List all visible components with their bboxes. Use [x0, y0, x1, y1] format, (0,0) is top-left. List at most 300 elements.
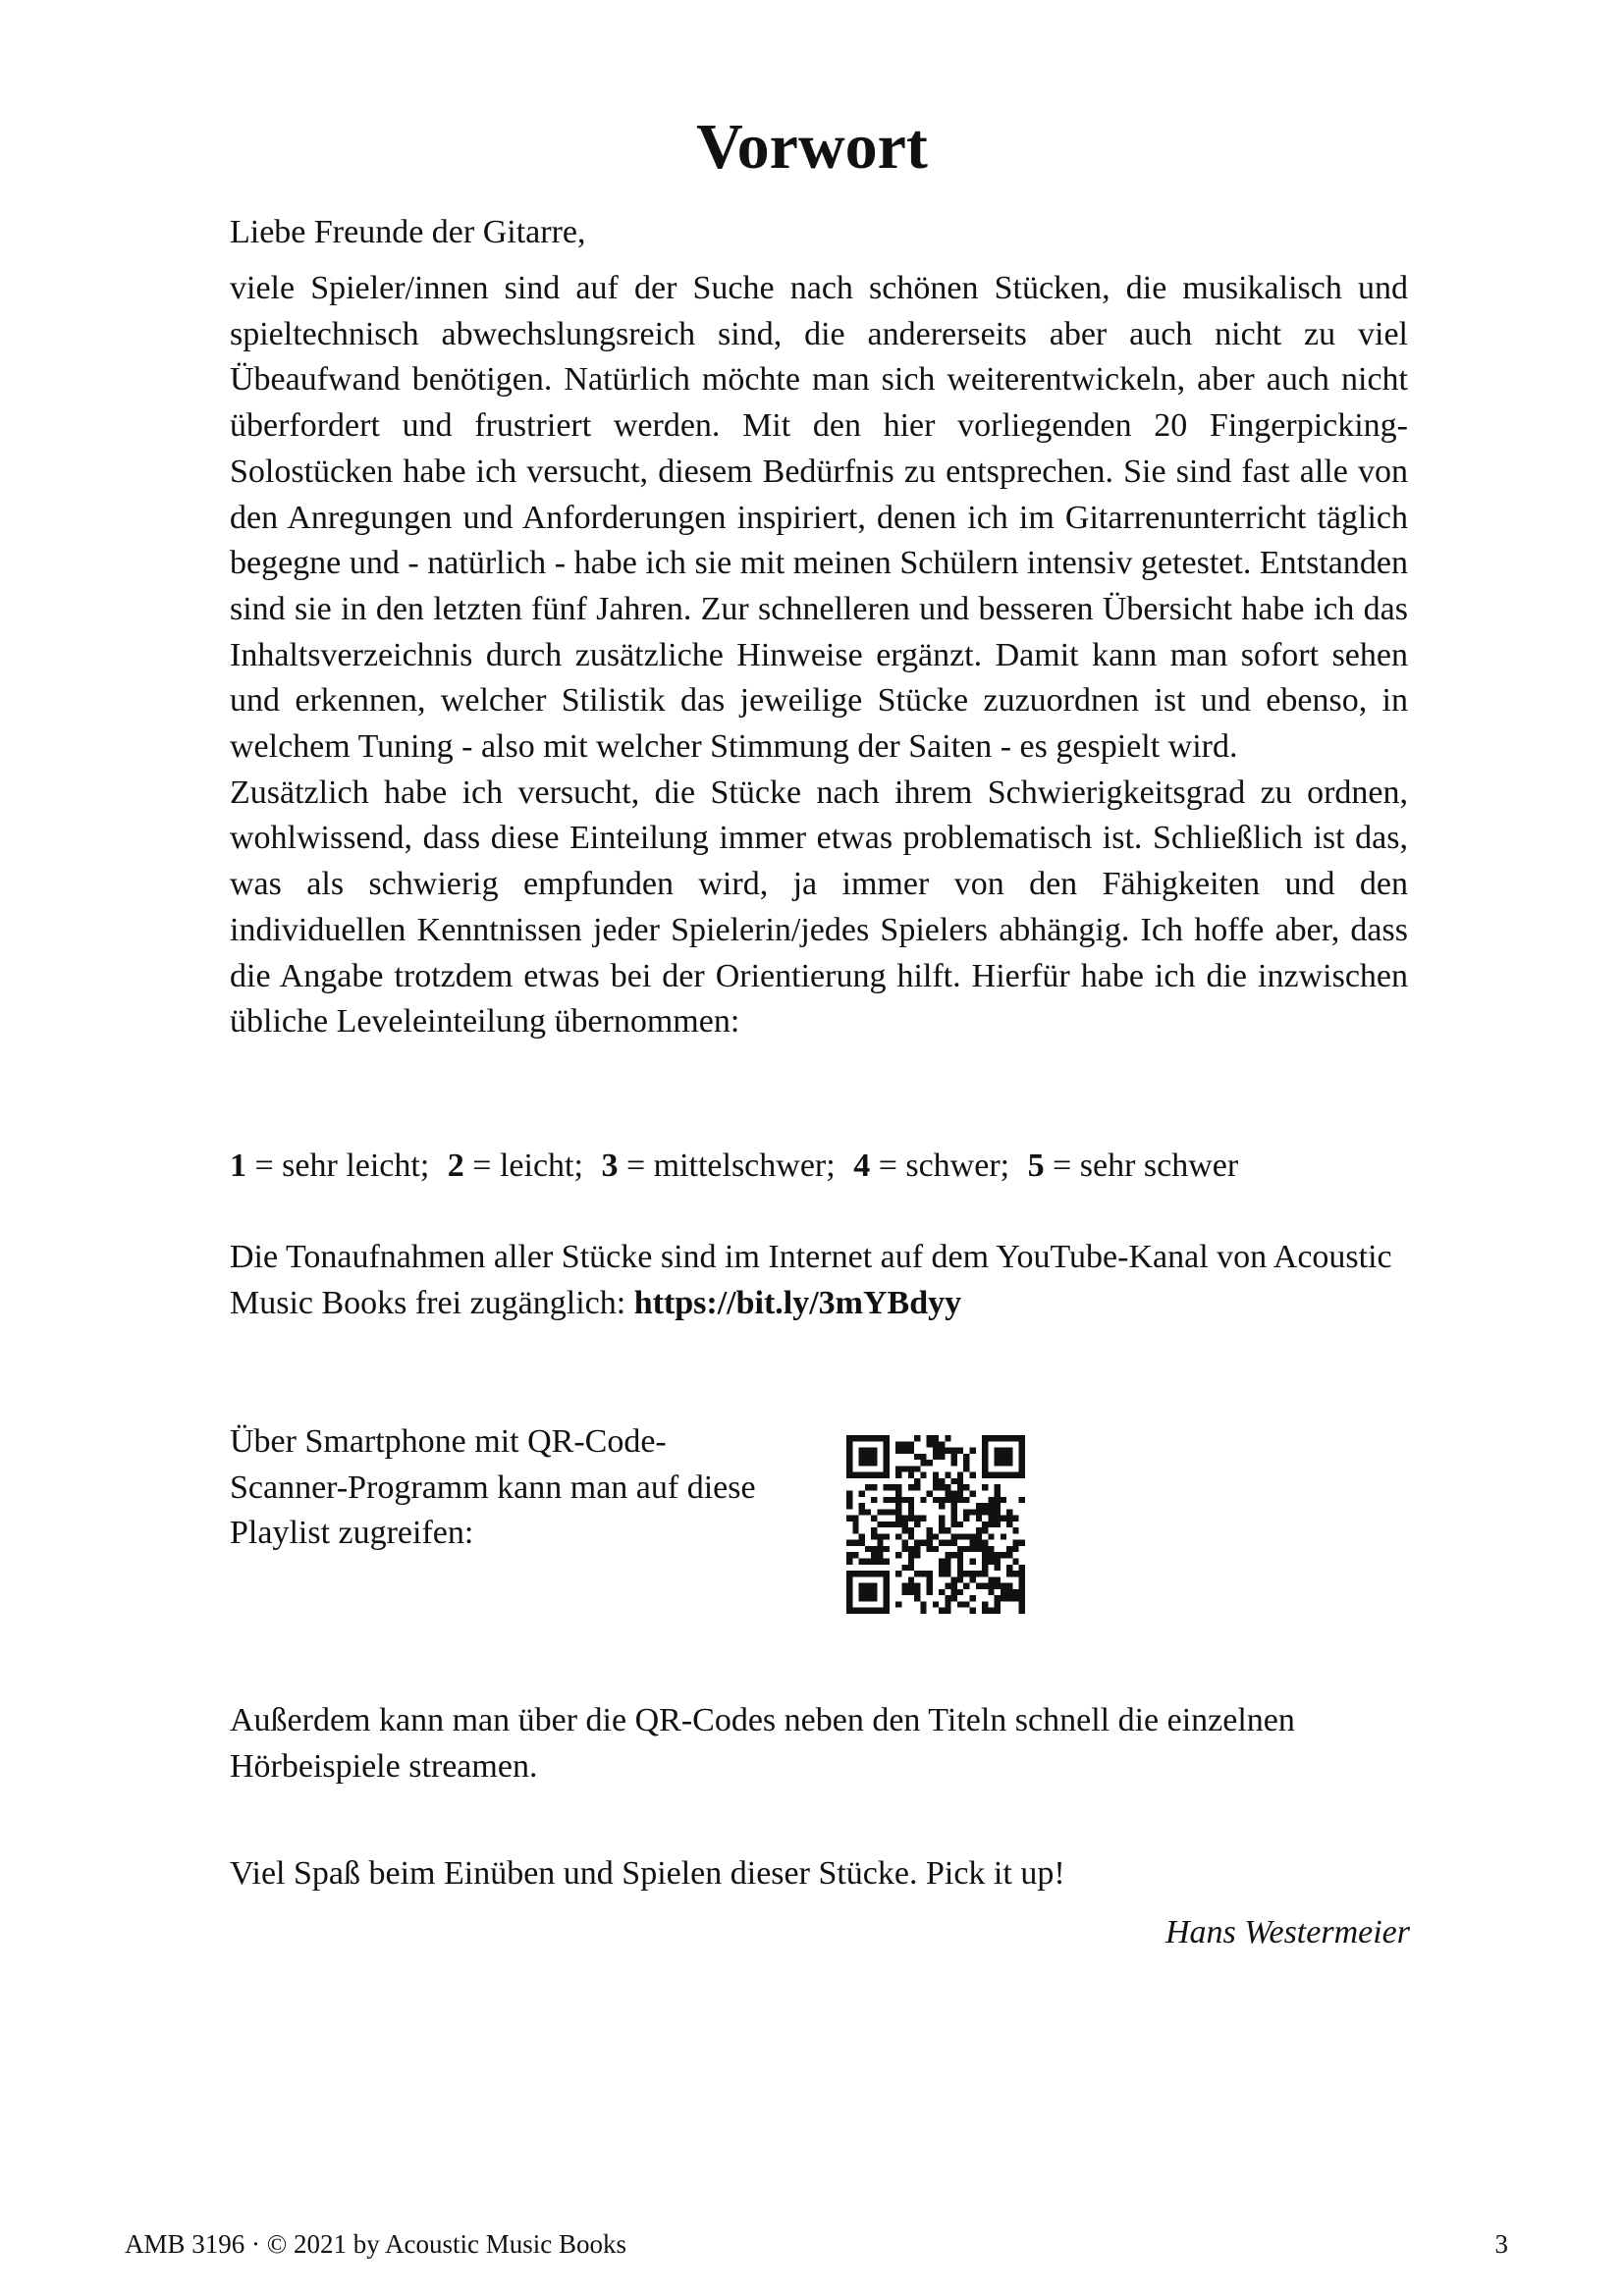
level-number: 1 — [230, 1148, 246, 1184]
qr-module — [939, 1484, 945, 1490]
qr-module — [914, 1484, 920, 1490]
qr-module — [884, 1448, 890, 1454]
qr-module — [865, 1608, 871, 1614]
qr-module — [877, 1546, 883, 1552]
qr-module — [908, 1559, 914, 1565]
qr-module — [995, 1509, 1001, 1515]
qr-module — [995, 1559, 1001, 1565]
qr-module — [884, 1460, 890, 1466]
qr-module — [908, 1472, 914, 1478]
qr-module — [846, 1552, 852, 1558]
qr-module — [988, 1472, 994, 1478]
qr-module — [951, 1540, 957, 1546]
qr-module — [852, 1435, 858, 1441]
qr-module — [865, 1435, 871, 1441]
qr-module — [865, 1454, 871, 1460]
qr-module — [871, 1516, 877, 1522]
qr-module — [957, 1522, 963, 1527]
qr-module — [914, 1522, 920, 1527]
qr-module — [1019, 1540, 1025, 1546]
qr-module — [884, 1435, 890, 1441]
qr-module — [957, 1497, 963, 1503]
qr-module — [1001, 1454, 1006, 1460]
qr-module — [914, 1466, 920, 1471]
qr-module — [957, 1559, 963, 1565]
qr-module — [939, 1503, 945, 1509]
qr-module — [982, 1509, 988, 1515]
qr-module — [982, 1484, 988, 1490]
qr-module — [933, 1448, 939, 1454]
qr-module — [951, 1516, 957, 1522]
qr-module — [976, 1571, 982, 1576]
qr-module — [908, 1484, 914, 1490]
qr-module — [963, 1533, 969, 1539]
qr-module — [884, 1589, 890, 1595]
qr-module — [865, 1589, 871, 1595]
qr-module — [951, 1497, 957, 1503]
qr-module — [988, 1516, 994, 1522]
qr-module — [1019, 1571, 1025, 1576]
level-number: 4 — [853, 1148, 871, 1184]
qr-module — [957, 1589, 963, 1595]
qr-module — [1019, 1435, 1025, 1441]
qr-module — [908, 1576, 914, 1582]
qr-module — [995, 1522, 1001, 1527]
qr-module — [859, 1540, 865, 1546]
qr-module — [1006, 1516, 1012, 1522]
qr-module — [939, 1497, 945, 1503]
qr-module — [877, 1472, 883, 1478]
qr-module — [939, 1441, 945, 1447]
qr-module — [884, 1454, 890, 1460]
qr-module — [871, 1589, 877, 1595]
level-item — [1028, 1148, 1239, 1184]
qr-module — [982, 1565, 988, 1571]
qr-module — [895, 1441, 901, 1447]
qr-module — [865, 1484, 871, 1490]
qr-module — [939, 1608, 945, 1614]
qr-module — [890, 1484, 895, 1490]
qr-module — [865, 1448, 871, 1454]
qr-module — [908, 1565, 914, 1571]
qr-module — [877, 1552, 883, 1558]
qr-module — [871, 1571, 877, 1576]
qr-module — [988, 1576, 994, 1582]
qr-module — [846, 1583, 852, 1589]
qr-module — [895, 1516, 901, 1522]
qr-module — [951, 1490, 957, 1496]
qr-module — [884, 1497, 890, 1503]
qr-module — [976, 1583, 982, 1589]
qr-module — [995, 1460, 1001, 1466]
qr-module — [1006, 1552, 1012, 1558]
qr-module — [1006, 1583, 1012, 1589]
qr-module — [914, 1595, 920, 1601]
qr-module — [963, 1509, 969, 1515]
qr-module — [884, 1441, 890, 1447]
qr-module — [846, 1608, 852, 1614]
qr-module — [865, 1559, 871, 1565]
qr-module — [877, 1540, 883, 1546]
qr-instructions: Über Smartphone mit QR-Code-Scanner-Programm kann man auf diese Playlist zugreifen: — [230, 1423, 756, 1552]
qr-module — [957, 1565, 963, 1571]
qr-module — [852, 1552, 858, 1558]
qr-module — [988, 1546, 994, 1552]
qr-module — [871, 1460, 877, 1466]
qr-module — [871, 1608, 877, 1614]
qr-module — [884, 1484, 890, 1490]
qr-module — [920, 1472, 926, 1478]
qr-module — [871, 1435, 877, 1441]
qr-module — [895, 1497, 901, 1503]
qr-module — [1012, 1571, 1018, 1576]
qr-module — [951, 1509, 957, 1515]
qr-module — [901, 1565, 907, 1571]
qr-module — [982, 1540, 988, 1546]
qr-module — [865, 1546, 871, 1552]
qr-module — [908, 1509, 914, 1515]
qr-module — [859, 1559, 865, 1565]
qr-code-graphic — [846, 1435, 1025, 1614]
qr-module — [846, 1454, 852, 1460]
qr-module — [865, 1460, 871, 1466]
qr-module — [988, 1435, 994, 1441]
qr-module — [871, 1559, 877, 1565]
qr-module — [957, 1552, 963, 1558]
qr-module — [945, 1552, 950, 1558]
qr-module — [877, 1522, 883, 1527]
qr-module — [1001, 1435, 1006, 1441]
qr-module — [995, 1516, 1001, 1522]
qr-module — [927, 1576, 933, 1582]
qr-module — [945, 1490, 950, 1496]
qr-module — [957, 1490, 963, 1496]
qr-module — [995, 1595, 1001, 1601]
qr-module — [1019, 1497, 1025, 1503]
qr-module — [1001, 1448, 1006, 1454]
qr-module — [970, 1608, 976, 1614]
qr-module — [1006, 1571, 1012, 1576]
qr-module — [982, 1546, 988, 1552]
qr-module — [920, 1608, 926, 1614]
qr-module — [859, 1490, 865, 1496]
qr-module — [995, 1497, 1001, 1503]
qr-code-icon[interactable] — [846, 1435, 1025, 1614]
qr-module — [957, 1472, 963, 1478]
qr-module — [927, 1441, 933, 1447]
qr-module — [908, 1466, 914, 1471]
qr-module — [1012, 1589, 1018, 1595]
qr-module — [865, 1583, 871, 1589]
qr-module — [1019, 1576, 1025, 1582]
qr-module — [988, 1559, 994, 1565]
qr-module — [914, 1583, 920, 1589]
qr-module — [895, 1509, 901, 1515]
qr-module — [1006, 1448, 1012, 1454]
qr-module — [976, 1503, 982, 1509]
qr-module — [920, 1516, 926, 1522]
qr-module — [945, 1559, 950, 1565]
qr-module — [1001, 1460, 1006, 1466]
qr-module — [846, 1466, 852, 1471]
qr-module — [945, 1595, 950, 1601]
qr-module — [846, 1601, 852, 1607]
qr-module — [951, 1448, 957, 1454]
qr-module — [951, 1503, 957, 1509]
qr-module — [1006, 1522, 1012, 1527]
qr-module — [846, 1589, 852, 1595]
difficulty-levels — [230, 1144, 1408, 1190]
difficulty-paragraph: Zusätzlich habe ich versucht, die Stücke nach ihrem Schwierigkeitsgrad zu ordnen, wohlwissend, dass diese Einteilung immer etwas problematisch ist. Schließlich ist das, was als schwierig empfunden wird, ja immer von den Fähigkeiten und den individuellen Kenntnissen jeder Spielerin/jedes Spielers abhängig. Ich hoffe aber, dass die Angabe trotzdem etwas bei der Orientierung hilft. Hierfür habe ich die inzwischen übliche Leveleinteilung übernommen: — [230, 774, 1408, 1041]
qr-module — [970, 1448, 976, 1454]
qr-module — [895, 1472, 901, 1478]
qr-module — [951, 1522, 957, 1527]
qr-module — [939, 1565, 945, 1571]
qr-module — [1019, 1595, 1025, 1601]
qr-module — [901, 1522, 907, 1527]
qr-module — [945, 1484, 950, 1490]
qr-module — [846, 1472, 852, 1478]
qr-module — [884, 1559, 890, 1565]
qr-module — [1006, 1472, 1012, 1478]
qr-module — [1006, 1454, 1012, 1460]
qr-module — [908, 1497, 914, 1503]
qr-module — [859, 1595, 865, 1601]
level-item — [230, 1148, 429, 1184]
qr-module — [1012, 1559, 1018, 1565]
qr-module — [877, 1608, 883, 1614]
qr-module — [945, 1608, 950, 1614]
qr-module — [895, 1601, 901, 1607]
qr-module — [846, 1516, 852, 1522]
qr-module — [846, 1503, 852, 1509]
qr-module — [1001, 1595, 1006, 1601]
qr-module — [1006, 1595, 1012, 1601]
qr-module — [1012, 1540, 1018, 1546]
qr-module — [884, 1595, 890, 1601]
qr-module — [895, 1552, 901, 1558]
qr-module — [988, 1497, 994, 1503]
qr-module — [957, 1478, 963, 1484]
qr-module — [901, 1589, 907, 1595]
qr-module — [1006, 1509, 1012, 1515]
qr-module — [1012, 1435, 1018, 1441]
qr-module — [963, 1466, 969, 1471]
qr-module — [890, 1497, 895, 1503]
qr-module — [970, 1576, 976, 1582]
qr-module — [871, 1546, 877, 1552]
qr-module — [859, 1583, 865, 1589]
qr-module — [963, 1516, 969, 1522]
qr-module — [957, 1571, 963, 1576]
qr-module — [895, 1448, 901, 1454]
qr-module — [884, 1583, 890, 1589]
qr-module — [884, 1472, 890, 1478]
qr-module — [871, 1448, 877, 1454]
qr-module — [901, 1441, 907, 1447]
qr-module — [945, 1565, 950, 1571]
qr-module — [846, 1559, 852, 1565]
qr-module — [957, 1601, 963, 1607]
qr-module — [970, 1490, 976, 1496]
qr-module — [895, 1466, 901, 1471]
qr-module — [982, 1441, 988, 1447]
qr-module — [901, 1466, 907, 1471]
qr-module — [933, 1472, 939, 1478]
qr-module — [963, 1571, 969, 1576]
qr-module — [865, 1472, 871, 1478]
level-label: = mittelschwer; — [625, 1148, 836, 1184]
qr-module — [988, 1552, 994, 1558]
qr-module — [976, 1527, 982, 1533]
qr-module — [908, 1583, 914, 1589]
qr-module — [995, 1583, 1001, 1589]
intro-paragraph: viele Spieler/innen sind auf der Suche nach schönen Stücken, die musikalisch und spieltechnisch abwechslungsreich sind, die andererseits aber auch nicht zu viel Übeaufwand benötigen. Natürlich möchte man sich weiterentwickeln, aber auch nicht überfordert und frustriert werden. Mit den hier vorliegenden 20 Fingerpicking-Solostücken habe ich versucht, diesem Bedürfnis zu entsprechen. Sie sind fast alle von den Anregungen und Anforderungen inspiriert, denen ich im Gitarrenunterricht täglich begegne und - natürlich - habe ich sie mit meinen Schülern intensiv getestet. Entstanden sind sie in den letzten fünf Jahren. Zur schnelleren und besseren Übersicht habe ich das Inhaltsverzeichnis durch zusätzliche Hinweise ergänzt. Damit kann man sofort sehen und erkennen, welcher Stilistik das jeweilige Stücke zuzuordnen ist und ebenso, in welchem Tuning - also mit welcher Stimmung der Saiten - es gespielt wird. — [230, 270, 1408, 766]
qr-module — [920, 1454, 926, 1460]
qr-module — [884, 1608, 890, 1614]
recordings-paragraph — [230, 1235, 1408, 1326]
qr-module — [877, 1571, 883, 1576]
qr-module — [846, 1441, 852, 1447]
level-label: = sehr schwer — [1053, 1148, 1239, 1184]
qr-module — [871, 1454, 877, 1460]
qr-module — [890, 1509, 895, 1515]
qr-module — [859, 1589, 865, 1595]
qr-module — [895, 1503, 901, 1509]
qr-module — [982, 1527, 988, 1533]
qr-module — [963, 1546, 969, 1552]
qr-module — [884, 1601, 890, 1607]
youtube-playlist-link[interactable]: https://bit.ly/3mYBdyy — [633, 1284, 962, 1321]
qr-module — [970, 1546, 976, 1552]
qr-module — [927, 1571, 933, 1576]
qr-module — [927, 1540, 933, 1546]
qr-module — [877, 1533, 883, 1539]
qr-module — [920, 1601, 926, 1607]
qr-module — [951, 1589, 957, 1595]
qr-module — [988, 1589, 994, 1595]
qr-module — [901, 1540, 907, 1546]
qr-module — [895, 1484, 901, 1490]
qr-module — [884, 1571, 890, 1576]
qr-module — [939, 1522, 945, 1527]
qr-module — [901, 1546, 907, 1552]
qr-module — [957, 1533, 963, 1539]
level-label: = sehr leicht; — [254, 1148, 430, 1184]
page-number: 3 — [1494, 2229, 1508, 2259]
qr-module — [884, 1466, 890, 1471]
qr-module — [945, 1435, 950, 1441]
qr-module — [871, 1595, 877, 1601]
qr-module — [927, 1533, 933, 1539]
qr-module — [951, 1552, 957, 1558]
qr-module — [884, 1533, 890, 1539]
qr-module — [988, 1608, 994, 1614]
qr-module — [982, 1503, 988, 1509]
closing-line: Viel Spaß beim Einüben und Spielen dieser Stücke. Pick it up! — [230, 1855, 1065, 1892]
qr-module — [988, 1509, 994, 1515]
qr-module — [859, 1533, 865, 1539]
qr-module — [1019, 1589, 1025, 1595]
qr-module — [976, 1533, 982, 1539]
qr-module — [871, 1583, 877, 1589]
qr-module — [963, 1601, 969, 1607]
qr-module — [939, 1540, 945, 1546]
qr-module — [920, 1460, 926, 1466]
qr-module — [859, 1454, 865, 1460]
qr-module — [914, 1435, 920, 1441]
qr-module — [995, 1454, 1001, 1460]
qr-module — [914, 1546, 920, 1552]
qr-module — [914, 1589, 920, 1595]
level-number: 5 — [1027, 1148, 1045, 1184]
qr-module — [1006, 1435, 1012, 1441]
qr-module — [914, 1478, 920, 1484]
qr-module — [871, 1533, 877, 1539]
qr-module — [927, 1527, 933, 1533]
qr-module — [951, 1478, 957, 1484]
qr-module — [995, 1490, 1001, 1496]
qr-module — [846, 1571, 852, 1576]
qr-module — [920, 1497, 926, 1503]
qr-module — [939, 1478, 945, 1484]
qr-module — [908, 1516, 914, 1522]
qr-module — [927, 1583, 933, 1589]
qr-module — [1006, 1589, 1012, 1595]
qr-module — [927, 1460, 933, 1466]
qr-module — [859, 1608, 865, 1614]
qr-module — [976, 1540, 982, 1546]
qr-module — [982, 1460, 988, 1466]
qr-module — [871, 1472, 877, 1478]
qr-module — [939, 1454, 945, 1460]
qr-module — [982, 1608, 988, 1614]
qr-module — [945, 1571, 950, 1576]
qr-module — [884, 1576, 890, 1582]
qr-module — [914, 1540, 920, 1546]
qr-module — [859, 1460, 865, 1466]
level-label: = leicht; — [472, 1148, 583, 1184]
qr-module — [939, 1527, 945, 1533]
qr-module — [1001, 1533, 1006, 1539]
qr-module — [859, 1472, 865, 1478]
qr-module — [1001, 1497, 1006, 1503]
main-text — [230, 266, 1408, 1045]
qr-module — [846, 1460, 852, 1466]
qr-module — [982, 1466, 988, 1471]
qr-module — [976, 1546, 982, 1552]
qr-module — [852, 1608, 858, 1614]
qr-module — [1019, 1466, 1025, 1471]
qr-module — [895, 1571, 901, 1576]
qr-module — [951, 1583, 957, 1589]
qr-module — [846, 1497, 852, 1503]
qr-module — [957, 1484, 963, 1490]
qr-module — [908, 1441, 914, 1447]
qr-module — [970, 1509, 976, 1515]
qr-module — [995, 1608, 1001, 1614]
qr-module — [970, 1595, 976, 1601]
qr-module — [859, 1503, 865, 1509]
qr-module — [884, 1546, 890, 1552]
qr-module — [865, 1509, 871, 1515]
qr-module — [920, 1571, 926, 1576]
qr-module — [982, 1559, 988, 1565]
qr-module — [901, 1448, 907, 1454]
qr-module — [945, 1497, 950, 1503]
level-item — [601, 1148, 835, 1184]
qr-module — [1001, 1583, 1006, 1589]
